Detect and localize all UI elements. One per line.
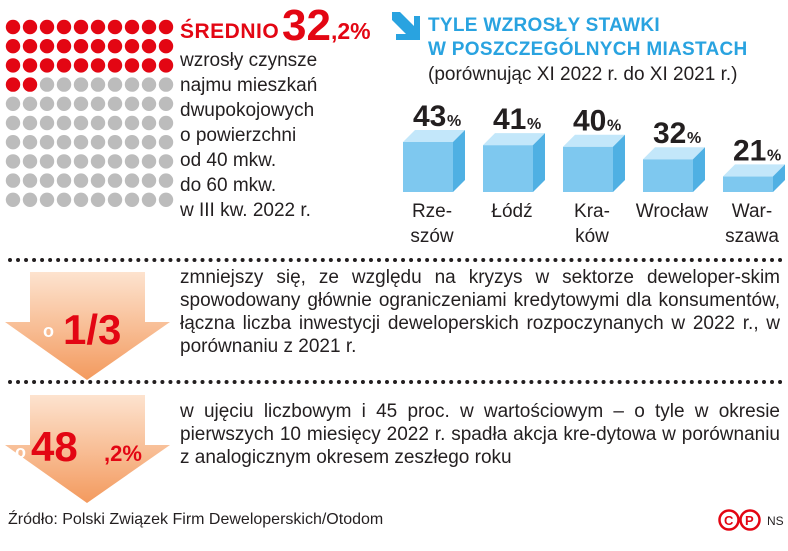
dot	[23, 154, 37, 168]
dot	[91, 154, 105, 168]
bar-value-label: 32	[653, 117, 687, 151]
dot	[159, 135, 173, 149]
dot	[74, 116, 88, 130]
category-label: Kra-	[574, 201, 610, 222]
dot	[108, 193, 122, 207]
dot-highlighted	[108, 20, 122, 34]
dot-highlighted	[74, 39, 88, 53]
bar-value-unit: %	[607, 117, 622, 135]
separator-top	[8, 258, 783, 262]
svg-text:P: P	[745, 513, 754, 528]
dot-highlighted	[40, 20, 54, 34]
dot-highlighted	[142, 58, 156, 72]
dot-highlighted	[40, 39, 54, 53]
bar-value-unit: %	[447, 113, 462, 130]
average-value-fraction: ,2%	[331, 18, 371, 44]
dot	[40, 97, 54, 111]
category-label: War-	[731, 201, 773, 222]
dot	[57, 193, 71, 207]
rates-subtitle: (porównując XI 2022 r. do XI 2021 r.)	[428, 64, 738, 85]
publisher-logo	[718, 509, 762, 531]
dot-highlighted	[159, 20, 173, 34]
fact2-text: w ujęciu liczbowym i 45 proc. w wartościowym – o tyle w okresie pierwszych 10 miesięcy 2022 r. spadła akcja kre-dytowa w porównaniu z analogicznym okresem zeszłego roku	[180, 401, 780, 468]
dot-highlighted	[6, 77, 20, 91]
dot	[159, 193, 173, 207]
dot	[159, 154, 173, 168]
average-description: wzrosły czynsze najmu mieszkań dwupokojowych o powierzchni od 40 mkw. do 60 mkw. w III kw. 2022 r.	[180, 50, 318, 221]
dot	[40, 77, 54, 91]
category-label: Rze-	[411, 201, 453, 222]
bar-group	[483, 103, 545, 222]
dot-highlighted	[57, 20, 71, 34]
fact2-value-fraction: ,2%	[104, 441, 142, 466]
dot	[40, 116, 54, 130]
dot-highlighted	[23, 20, 37, 34]
dot-highlighted	[6, 58, 20, 72]
category-label: szawa	[725, 226, 779, 247]
dot	[40, 135, 54, 149]
decrease-arrow-2	[5, 395, 170, 503]
dot-highlighted	[125, 20, 139, 34]
dot-highlighted	[108, 58, 122, 72]
dot	[23, 173, 37, 187]
bar-value-label: 43	[413, 100, 447, 133]
dot	[108, 77, 122, 91]
dot	[6, 135, 20, 149]
dot	[40, 173, 54, 187]
bar	[483, 145, 533, 192]
dot	[23, 135, 37, 149]
dot-highlighted	[125, 39, 139, 53]
dot	[6, 154, 20, 168]
category-label: Wrocław	[635, 201, 709, 222]
dot	[159, 173, 173, 187]
bar-group	[403, 100, 465, 247]
dot	[125, 173, 139, 187]
dot	[125, 154, 139, 168]
dot	[57, 77, 71, 91]
dot-highlighted	[57, 39, 71, 53]
dot	[108, 154, 122, 168]
dot	[74, 173, 88, 187]
dot	[6, 193, 20, 207]
dot-highlighted	[74, 20, 88, 34]
dot	[125, 193, 139, 207]
bar	[563, 147, 613, 192]
dot	[6, 116, 20, 130]
dot	[57, 116, 71, 130]
dot	[40, 154, 54, 168]
dot	[159, 116, 173, 130]
fact1-prefix: o	[43, 321, 54, 341]
dot-highlighted	[57, 58, 71, 72]
dot-highlighted	[6, 39, 20, 53]
dot	[125, 97, 139, 111]
dot	[40, 193, 54, 207]
dot-highlighted	[40, 58, 54, 72]
dot	[91, 97, 105, 111]
bar-group	[636, 117, 709, 222]
dot	[74, 97, 88, 111]
dot-highlighted	[23, 58, 37, 72]
dot	[23, 193, 37, 207]
dot	[108, 173, 122, 187]
decrease-arrow-1	[5, 272, 170, 380]
bar-group	[563, 105, 625, 247]
dot	[91, 173, 105, 187]
dot	[142, 97, 156, 111]
dot-highlighted	[142, 39, 156, 53]
bar	[403, 142, 453, 192]
dot	[74, 77, 88, 91]
dot-highlighted	[125, 58, 139, 72]
dot	[125, 77, 139, 91]
fact1-text: zmniejszy się, ze względu na kryzys w sektorze deweloper-skim spowodowany głównie ograniczeniami kredytowymi dla konsumentów, łączna liczba inwestycji deweloperskich rozpoczynanych w 2022 r., w porównaniu z 2021 r.	[180, 267, 780, 357]
dot	[108, 135, 122, 149]
bar-group	[723, 134, 785, 247]
separator-bottom	[8, 380, 783, 384]
dot	[57, 173, 71, 187]
dot	[142, 193, 156, 207]
dot	[57, 97, 71, 111]
category-label: Łódź	[491, 201, 533, 222]
dot	[159, 77, 173, 91]
dot	[91, 135, 105, 149]
bar	[643, 159, 693, 192]
dot	[57, 135, 71, 149]
fact2-prefix: o	[15, 442, 26, 462]
bar-value-unit: %	[527, 116, 542, 134]
dot-highlighted	[159, 58, 173, 72]
bar-value-unit: %	[687, 130, 702, 148]
dot	[74, 135, 88, 149]
dot	[57, 154, 71, 168]
author-credit: NS	[767, 514, 784, 528]
dot	[142, 116, 156, 130]
dot	[142, 154, 156, 168]
bar-value-unit: %	[767, 147, 782, 165]
arrow-down-right-icon	[388, 8, 422, 42]
dot	[108, 97, 122, 111]
dot	[91, 77, 105, 91]
dot-highlighted	[91, 58, 105, 72]
dot-highlighted	[142, 20, 156, 34]
category-label: szów	[410, 226, 454, 247]
dot-highlighted	[91, 20, 105, 34]
dot	[91, 193, 105, 207]
dot-highlighted	[6, 20, 20, 34]
fact2-value: 48	[31, 423, 78, 470]
dot-highlighted	[74, 58, 88, 72]
dot-highlighted	[159, 39, 173, 53]
dot	[125, 135, 139, 149]
svg-text:C: C	[724, 513, 734, 528]
dot	[142, 173, 156, 187]
dot	[6, 97, 20, 111]
dot-highlighted	[23, 39, 37, 53]
dot-highlighted	[23, 77, 37, 91]
dot	[6, 173, 20, 187]
average-value: 32	[282, 1, 331, 50]
dot	[159, 97, 173, 111]
bar-value-label: 21	[733, 134, 767, 168]
average-label: ŚREDNIO	[180, 20, 280, 43]
dot	[142, 77, 156, 91]
dot	[23, 116, 37, 130]
bar-value-label: 41	[493, 103, 527, 137]
dot	[125, 116, 139, 130]
rates-title: TYLE WZROSŁY STAWKI W POSZCZEGÓLNYCH MIASTACH	[428, 15, 748, 60]
dot	[142, 135, 156, 149]
percentage-dot-grid	[5, 18, 175, 218]
category-label: ków	[575, 226, 609, 247]
dot	[108, 116, 122, 130]
dot-highlighted	[108, 39, 122, 53]
fact1-value: 1/3	[63, 306, 122, 353]
source-note: Źródło: Polski Związek Firm Deweloperskich/Otodom	[8, 511, 384, 528]
bar	[723, 176, 773, 192]
bar-value-label: 40	[573, 104, 607, 138]
dot	[74, 154, 88, 168]
city-rate-chart	[395, 100, 788, 250]
dot	[91, 116, 105, 130]
dot	[74, 193, 88, 207]
dot	[23, 97, 37, 111]
dot-highlighted	[91, 39, 105, 53]
